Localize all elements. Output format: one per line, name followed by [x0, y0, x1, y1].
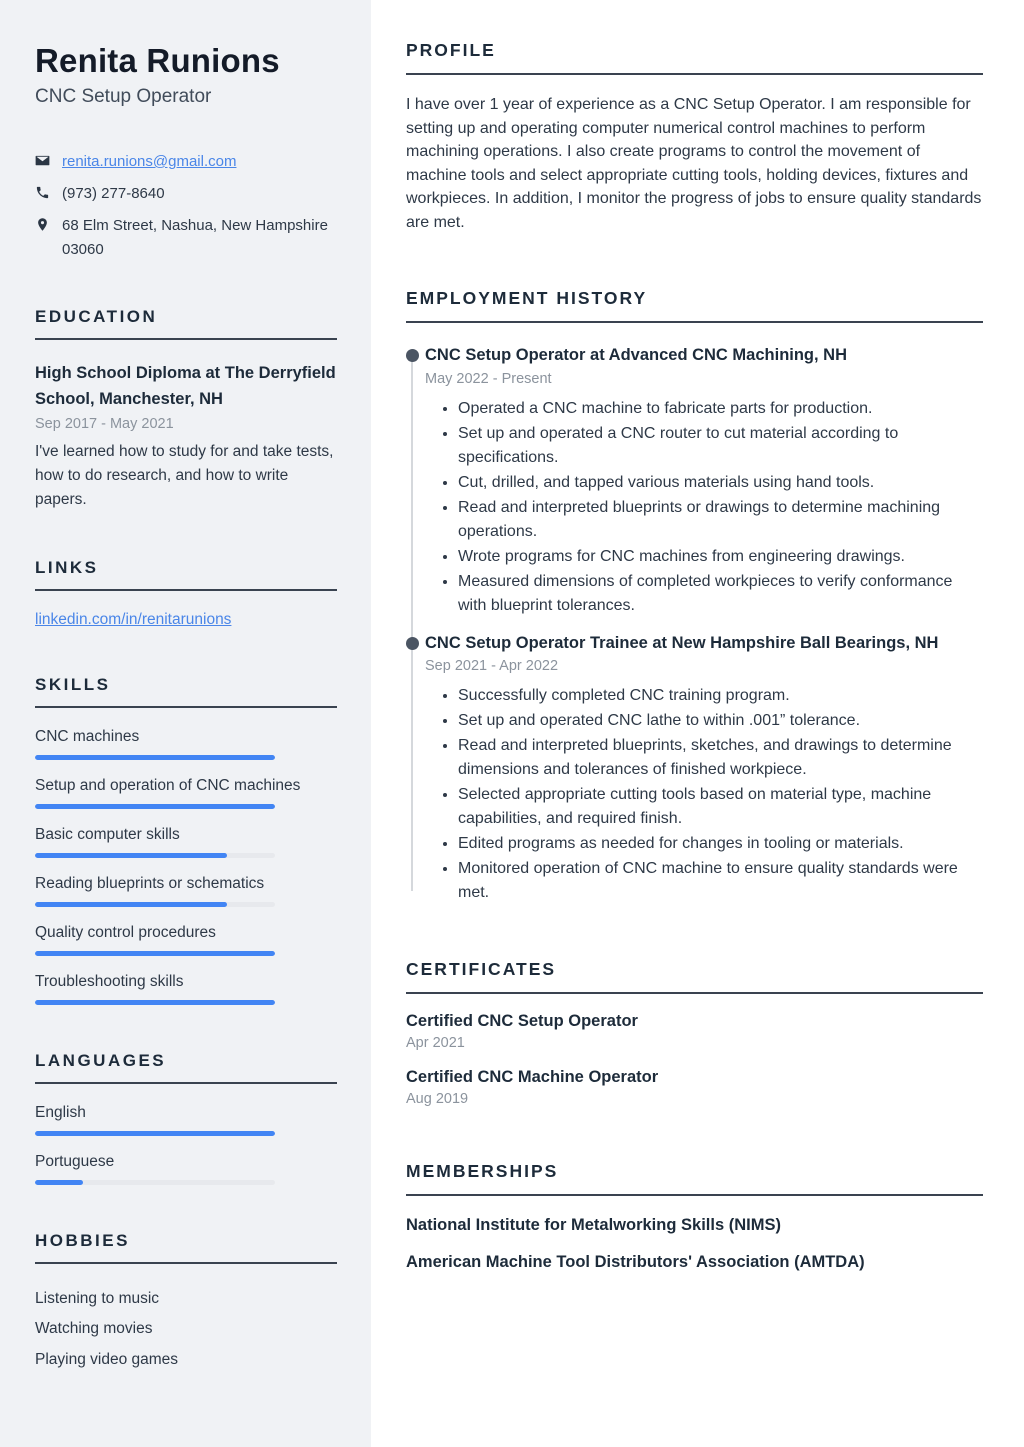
profile-heading: PROFILE [406, 40, 983, 75]
skills-heading: SKILLS [35, 675, 337, 708]
skills-section [35, 675, 337, 1005]
location-icon [35, 217, 50, 232]
contact-block [35, 150, 337, 261]
job-bullet: • Set up and operated CNC lathe to within .001” tolerance. [458, 709, 983, 733]
job-date: May 2022 - Present [425, 370, 552, 387]
language-bar-fill [35, 1180, 83, 1185]
skill-bar-fill [35, 1000, 275, 1005]
skill-bar-track [35, 804, 275, 809]
language-bar-track [35, 1131, 275, 1136]
hobby-item: Listening to music [35, 1290, 160, 1308]
hobbies-heading: HOBBIES [35, 1231, 337, 1264]
job-bullet-list [425, 397, 983, 618]
contact-phone-row [35, 182, 337, 205]
skill-label: Troubleshooting skills [35, 973, 184, 991]
job-title: CNC Setup Operator Trainee at New Hampshire Ball Bearings, NH [425, 633, 939, 652]
email-icon [35, 153, 50, 168]
profile-text: I have over 1 year of experience as a CNC Setup Operator. I am responsible for setting up and operating computer numerical control machines to perform machining operations. I also create programs to control the movement of machine tools and select appropriate cutting tools, holding devices, fixtures and workpieces. In addition, I monitor the progress of jobs to ensure quality standards are met. [406, 96, 982, 231]
person-name: Renita Runions [35, 42, 280, 79]
skill-bar-track [35, 853, 275, 858]
skill-item [35, 973, 337, 1005]
skill-bar-fill [35, 755, 275, 760]
certificate-item [406, 1012, 983, 1051]
education-degree: High School Diploma at The Derryfield School, Manchester, NH [35, 363, 336, 408]
profile-section [406, 40, 983, 234]
job-bullet: • Successfully completed CNC training program. [458, 684, 983, 708]
email-link[interactable]: renita.runions@gmail.com [62, 152, 237, 170]
job-bullet: • Operated a CNC machine to fabricate parts for production. [458, 397, 983, 421]
job-bullet: • Set up and operated a CNC router to cut material according to specifications. [458, 422, 983, 470]
education-date: Sep 2017 - May 2021 [35, 416, 174, 433]
skill-label: Basic computer skills [35, 826, 180, 844]
contact-address-row [35, 214, 337, 261]
sidebar [0, 0, 371, 1447]
membership-item: American Machine Tool Distributors' Association (AMTDA) [406, 1253, 865, 1272]
links-list [35, 611, 337, 629]
certificates-heading: CERTIFICATES [406, 959, 983, 994]
skill-label: Reading blueprints or schematics [35, 875, 265, 893]
certificate-title: Certified CNC Setup Operator [406, 1011, 638, 1030]
skill-label: Quality control procedures [35, 924, 216, 942]
certificate-item [406, 1068, 983, 1107]
languages-heading: LANGUAGES [35, 1051, 337, 1084]
employment-section [406, 288, 983, 905]
main-column [371, 0, 1024, 1447]
memberships-heading: MEMBERSHIPS [406, 1161, 983, 1196]
skill-item [35, 728, 337, 760]
skill-item [35, 875, 337, 907]
skill-bar-fill [35, 853, 227, 858]
linkedin-link[interactable]: linkedin.com/in/renitarunions [35, 611, 232, 629]
languages-section [35, 1051, 337, 1185]
language-bar-fill [35, 1131, 275, 1136]
skill-item [35, 924, 337, 956]
person-job-title: CNC Setup Operator [35, 85, 212, 107]
skill-bar-fill [35, 804, 275, 809]
language-label: Portuguese [35, 1153, 115, 1171]
hobbies-section [35, 1231, 337, 1375]
certificates-section [406, 959, 983, 1107]
language-item [35, 1153, 337, 1185]
timeline-dot-icon [406, 637, 419, 650]
job-bullet-list [425, 684, 983, 905]
hobby-item: Watching movies [35, 1320, 153, 1338]
link-row [35, 611, 337, 629]
phone-icon [35, 185, 50, 200]
languages-list [35, 1104, 337, 1185]
skill-item [35, 777, 337, 809]
memberships-list [406, 1214, 983, 1274]
job-title: CNC Setup Operator at Advanced CNC Machining, NH [425, 346, 848, 365]
contact-email-row [35, 150, 337, 173]
education-heading: EDUCATION [35, 307, 337, 340]
hobby-item: Playing video games [35, 1350, 179, 1368]
language-bar-track [35, 1180, 275, 1185]
certificate-date: Apr 2021 [406, 1034, 465, 1051]
job-bullet: • Read and interpreted blueprints or drawings to determine machining operations. [458, 496, 983, 544]
language-item [35, 1104, 337, 1136]
job-entry [406, 633, 983, 905]
job-bullet: • Selected appropriate cutting tools based on material type, machine capabilities, and required finish. [458, 783, 983, 831]
timeline-dot-icon [406, 349, 419, 362]
skill-label: Setup and operation of CNC machines [35, 777, 301, 795]
skill-bar-track [35, 951, 275, 956]
certificate-date: Aug 2019 [406, 1090, 469, 1107]
job-bullet: • Wrote programs for CNC machines from engineering drawings. [458, 545, 983, 569]
memberships-section [406, 1161, 983, 1274]
phone-number: (973) 277-8640 [62, 185, 165, 203]
education-description: I've learned how to study for and take tests, how to do research, and how to write papers. [35, 443, 334, 509]
skill-item [35, 826, 337, 858]
job-bullet: • Measured dimensions of completed workpieces to verify conformance with blueprint tolerances. [458, 570, 983, 618]
skill-bar-track [35, 1000, 275, 1005]
job-bullet: • Monitored operation of CNC machine to ensure quality standards were met. [458, 857, 983, 905]
membership-item: National Institute for Metalworking Skills (NIMS) [406, 1215, 781, 1234]
job-bullet: • Edited programs as needed for changes in tooling or materials. [458, 832, 983, 856]
links-heading: LINKS [35, 558, 337, 591]
skill-label: CNC machines [35, 728, 140, 746]
hobbies-list [35, 1284, 337, 1375]
language-label: English [35, 1104, 86, 1122]
job-date: Sep 2021 - Apr 2022 [425, 657, 559, 674]
skill-bar-track [35, 902, 275, 907]
skill-bar-fill [35, 902, 227, 907]
skills-list [35, 728, 337, 1005]
skill-bar-track [35, 755, 275, 760]
employment-timeline [406, 345, 983, 905]
links-section [35, 558, 337, 629]
skill-bar-fill [35, 951, 275, 956]
education-section [35, 307, 337, 512]
job-bullet: • Cut, drilled, and tapped various materials using hand tools. [458, 471, 983, 495]
employment-heading: EMPLOYMENT HISTORY [406, 288, 983, 323]
job-entry [406, 345, 983, 617]
address-text: 68 Elm Street, Nashua, New Hampshire 03060 [62, 217, 328, 258]
certificate-title: Certified CNC Machine Operator [406, 1067, 659, 1086]
certificates-list [406, 1012, 983, 1107]
job-bullet: • Read and interpreted blueprints, sketches, and drawings to determine dimensions and tolerances of finished workpiece. [458, 734, 983, 782]
